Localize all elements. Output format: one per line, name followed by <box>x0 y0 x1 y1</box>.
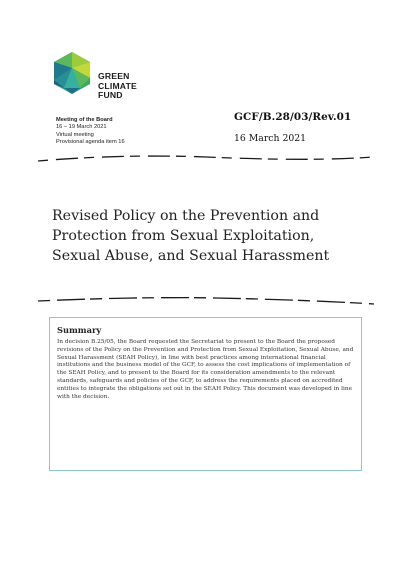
gcf-logo <box>50 50 170 110</box>
title-line: Protection from Sexual Exploitation, <box>52 228 315 244</box>
title-line: Revised Policy on the Prevention and <box>52 208 320 224</box>
logo-wordmark <box>98 72 137 101</box>
document-title <box>52 206 372 266</box>
agenda-item: Provisional agenda item 16 <box>56 139 125 146</box>
meeting-title: Meeting of the Board <box>56 117 113 123</box>
document-date: 16 March 2021 <box>234 133 307 144</box>
document-reference: GCF/B.28/03/Rev.01 <box>234 111 352 123</box>
meeting-info <box>56 117 125 147</box>
meeting-dates: 16 – 19 March 2021 <box>56 124 107 131</box>
meeting-mode: Virtual meeting <box>56 131 94 138</box>
logo-line: GREEN <box>98 71 130 81</box>
summary-text: In decision B.25/05, the Board requested the Secretariat to present to the Board the proposed revisions of the Policy on the Prevention and Protection from Sexual Exploitation, Sexual Abuse, and Sexual Harassment (SEAH Policy), in line with best practices among international financial institutions and the business model of the GCF, to assess the cost implications of implementation of the SEAH Policy, and to present to the Board for its consideration amendments to the relevant standards, safeguards and policies of the GCF, to address the requirements placed on accredited entities to integrate the obligations set out in the SEAH Policy. This document was developed in line with the decision. <box>57 339 354 400</box>
summary-box <box>49 317 362 471</box>
top-divider <box>36 152 376 166</box>
bottom-divider <box>36 294 376 308</box>
gcf-globe-icon <box>50 50 94 102</box>
title-line: Sexual Abuse, and Sexual Harassment <box>52 248 330 264</box>
logo-line: FUND <box>98 90 123 101</box>
summary-heading: Summary <box>57 325 102 335</box>
logo-line: CLIMATE <box>98 80 137 91</box>
